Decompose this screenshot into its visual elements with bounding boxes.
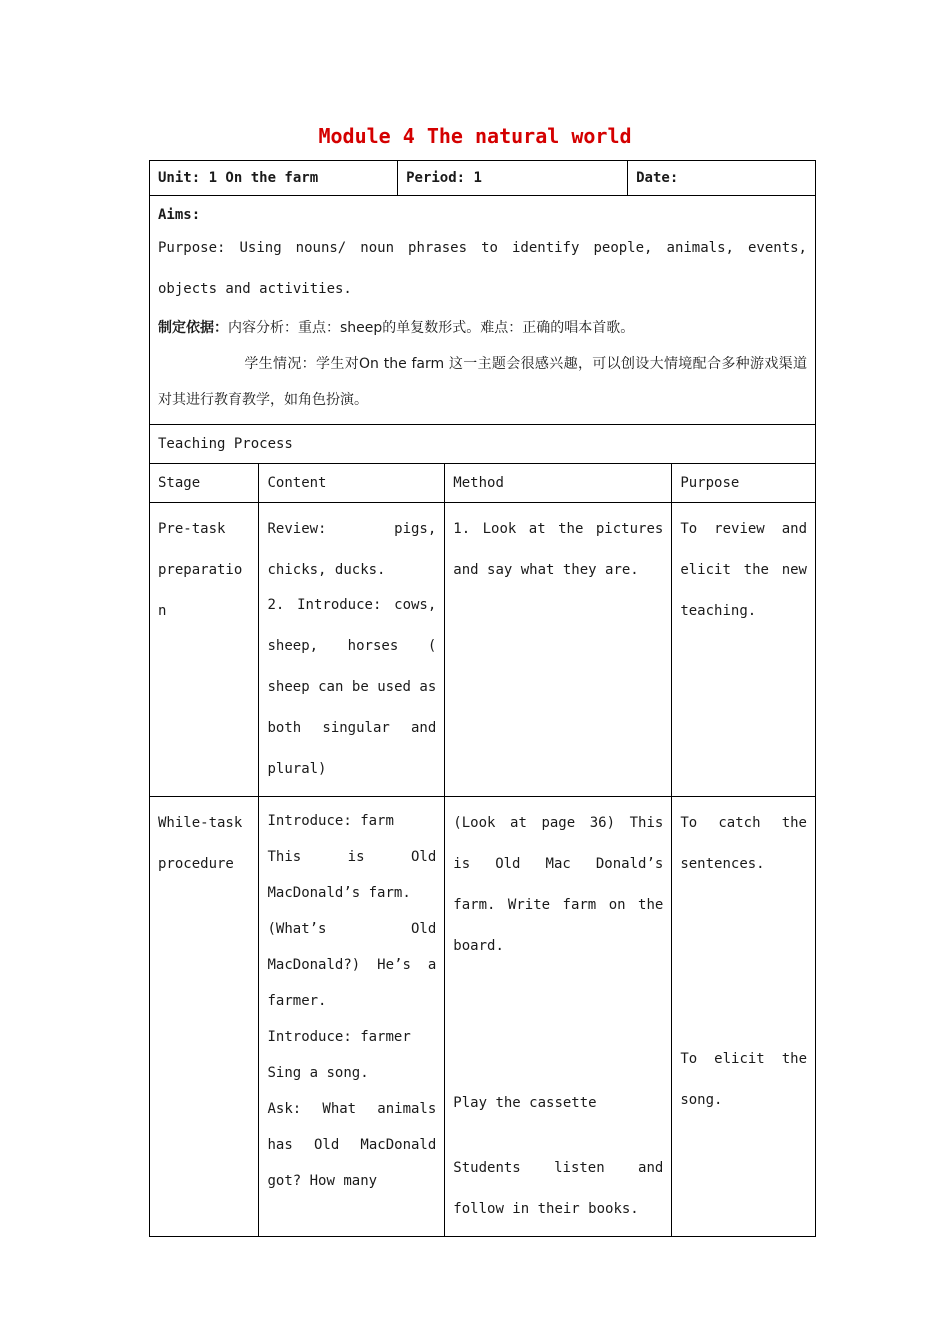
content-cell: [259, 503, 445, 797]
method-item: Play the cassette: [453, 1095, 597, 1111]
teaching-process-heading: Teaching Process: [150, 425, 816, 464]
aims-purpose: Purpose: Using nouns/ noun phrases to identify people, animals, events, objects and activities.: [158, 240, 807, 297]
lesson-plan-table: [149, 160, 816, 1237]
students-text: 学生情况：学生对On the farm 这一主题会很感兴趣，可以创设大情境配合多种游戏渠道对其进行教育教学，如角色扮演。: [158, 356, 807, 408]
header-row: [150, 161, 816, 196]
content-item: Sing a song.: [267, 1065, 369, 1081]
aims-students: [158, 346, 807, 418]
content-cell: [259, 797, 445, 1237]
content-item: Ask: What animals has Old MacDonald got? How many: [267, 1101, 437, 1189]
aims-basis: [158, 310, 807, 346]
table-row: [150, 797, 816, 1237]
column-header-row: [150, 464, 816, 503]
col-method: Method: [445, 464, 672, 503]
stage-cell: Pre-task preparation: [150, 503, 259, 797]
col-stage: Stage: [150, 464, 259, 503]
method-cell: [445, 503, 672, 797]
aims-heading: Aims:: [158, 207, 201, 223]
purpose-item: To elicit the song.: [680, 1051, 807, 1108]
method-item: (Look at page 36) This is Old Mac Donald’s farm. Write farm on the board.: [453, 815, 664, 954]
page-title: Module 4 The natural world: [318, 124, 632, 148]
content-item: This is Old MacDonald’s farm.: [267, 849, 437, 901]
teaching-process-row: [150, 425, 816, 464]
col-purpose: Purpose: [672, 464, 816, 503]
table-row: [150, 503, 816, 797]
date-cell: Date:: [628, 161, 816, 196]
content-item: 2. Introduce: cows, sheep, horses ( sheep can be used as both singular and plural): [267, 597, 437, 777]
content-item: Introduce: farmer: [267, 1029, 411, 1045]
basis-label: 制定依据：: [158, 320, 228, 336]
method-item: Students listen and follow in their books.: [453, 1160, 664, 1217]
purpose-item: To review and elicit the new teaching.: [680, 521, 807, 619]
aims-cell: [150, 196, 816, 425]
purpose-cell: [672, 797, 816, 1237]
method-item: 1. Look at the pictures and say what they are.: [453, 521, 664, 578]
aims-row: [150, 196, 816, 425]
purpose-item: To catch the sentences.: [680, 815, 807, 872]
content-item: Introduce: farm: [267, 813, 394, 829]
stage-cell: While-task procedure: [150, 797, 259, 1237]
content-item: (What’s Old MacDonald?) He’s a farmer.: [267, 921, 437, 1009]
unit-cell: Unit: 1 On the farm: [150, 161, 398, 196]
purpose-cell: [672, 503, 816, 797]
period-cell: Period: 1: [398, 161, 628, 196]
basis-text: 内容分析：重点：sheep的单复数形式。难点：正确的唱本首歌。: [228, 320, 635, 336]
col-content: Content: [259, 464, 445, 503]
method-cell: [445, 797, 672, 1237]
content-item: Review: pigs, chicks, ducks.: [267, 521, 437, 578]
